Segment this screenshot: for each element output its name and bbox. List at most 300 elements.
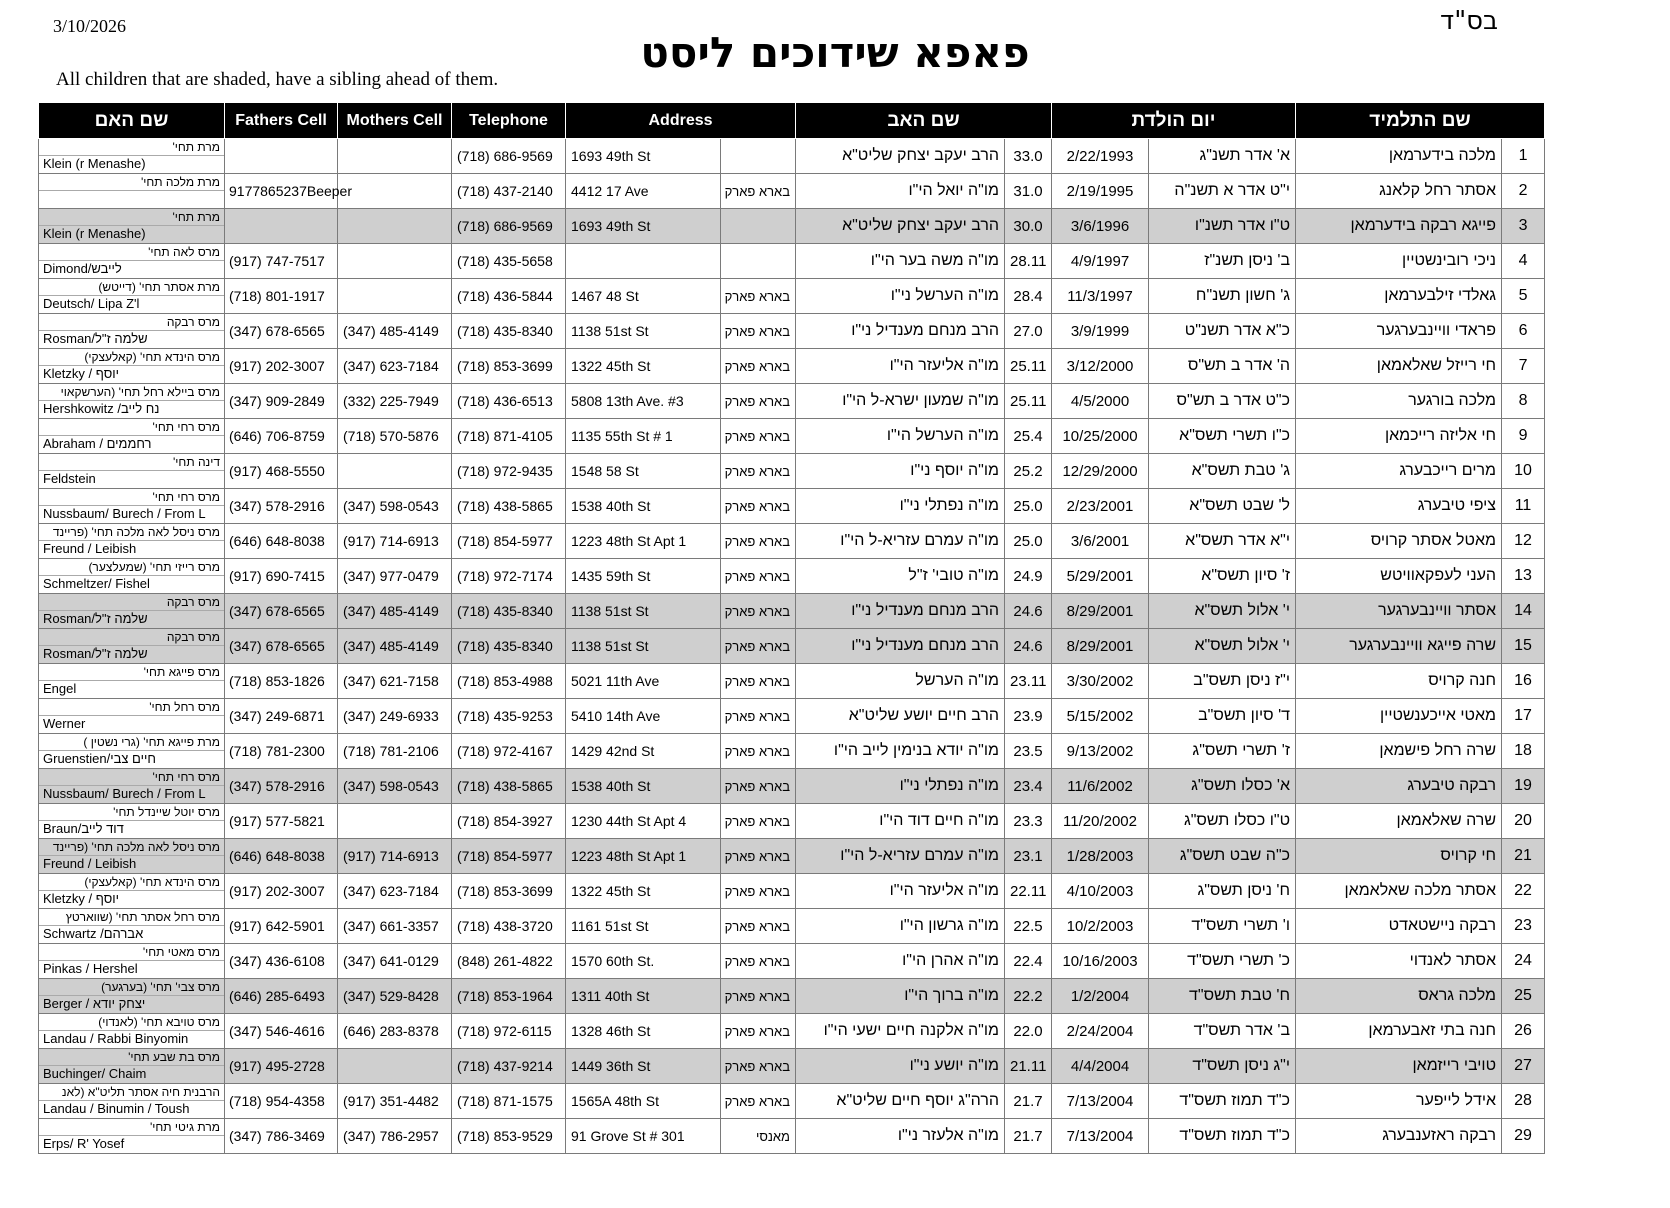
address-value: 1449 36th St — [566, 1049, 721, 1084]
neighborhood-value: בארא פארק — [721, 1014, 796, 1049]
mother-cell — [39, 454, 225, 489]
telephone-value: (718) 854-5977 — [452, 524, 566, 559]
row-number: 3 — [1502, 209, 1545, 244]
neighborhood-value: בארא פארק — [721, 874, 796, 909]
fathers-cell-value — [225, 139, 338, 174]
mother-family-name: Feldstein — [43, 471, 96, 486]
telephone-value: (848) 261-4822 — [452, 944, 566, 979]
birth-date-value: 4/10/2003 — [1052, 874, 1149, 909]
neighborhood-value: בארא פארק — [721, 454, 796, 489]
telephone-value: (718) 435-8340 — [452, 629, 566, 664]
birth-date-value: 2/19/1995 — [1052, 174, 1149, 209]
father-name-value: מו"ה נפתלי ני"ו — [796, 769, 1005, 804]
hebrew-birth-date-value: ב' אדר תשס"ד — [1149, 1014, 1296, 1049]
mother-hebrew-name: מרס רחל אסתר תחי' (שווארטץ — [39, 909, 224, 926]
birth-date-value: 2/24/2004 — [1052, 1014, 1149, 1049]
table-row — [39, 1014, 1545, 1049]
birth-date-value: 3/9/1999 — [1052, 314, 1149, 349]
birth-date-value: 11/3/1997 — [1052, 279, 1149, 314]
table-row — [39, 174, 1545, 209]
telephone-value: (718) 972-4167 — [452, 734, 566, 769]
birth-date-value: 10/16/2003 — [1052, 944, 1149, 979]
neighborhood-value: בארא פארק — [721, 384, 796, 419]
father-name-value: מו"ה יואל הי"ו — [796, 174, 1005, 209]
mother-cell — [39, 489, 225, 524]
mothers-cell-value: (347) 249-6933 — [338, 699, 452, 734]
hebrew-birth-date-value: י"ז ניסן תשס"ב — [1149, 664, 1296, 699]
neighborhood-value: בארא פארק — [721, 664, 796, 699]
hebrew-birth-date-value: כ' תשרי תשס"ד — [1149, 944, 1296, 979]
mother-family-name: Freund / Leibish — [43, 541, 137, 556]
address-value: 1223 48th St Apt 1 — [566, 839, 721, 874]
shidduchim-table — [38, 102, 1545, 1154]
row-number: 22 — [1502, 874, 1545, 909]
fathers-cell-value: (347) 546-4616 — [225, 1014, 338, 1049]
mother-cell — [39, 419, 225, 454]
mother-hebrew-name: מרס צבי' תחי' (בערגער) — [39, 979, 224, 996]
hebrew-birth-date-value: ב' ניסן תשנ"ז — [1149, 244, 1296, 279]
table-row — [39, 874, 1545, 909]
mother-family-name: Freund / Leibish — [43, 856, 137, 871]
birth-date-value: 9/13/2002 — [1052, 734, 1149, 769]
mothers-cell-value: (646) 283-8378 — [338, 1014, 452, 1049]
mother-hebrew-name: הרבנית חיה אסתר תליט"א (לאנ — [39, 1084, 224, 1101]
col-address: Address — [566, 103, 796, 139]
age-value: 25.11 — [1005, 384, 1052, 419]
mother-family-name: Klein (r Menashe) — [43, 226, 146, 241]
address-value: 1538 40th St — [566, 769, 721, 804]
student-name-value: אסתר מלכה שאלאמאן — [1296, 874, 1502, 909]
mother-cell — [39, 1049, 225, 1084]
table-row — [39, 559, 1545, 594]
mother-hebrew-name: מרס רחי תחי' — [39, 419, 224, 436]
hebrew-birth-date-value: ג' חשון תשנ"ח — [1149, 279, 1296, 314]
neighborhood-value: בארא פארק — [721, 314, 796, 349]
mothers-cell-value: (347) 485-4149 — [338, 314, 452, 349]
age-value: 25.11 — [1005, 349, 1052, 384]
hebrew-birth-date-value: ל' שבט תשס"א — [1149, 489, 1296, 524]
telephone-value: (718) 435-8340 — [452, 594, 566, 629]
mothers-cell-value — [338, 244, 452, 279]
father-name-value: מו"ה חיים דוד הי"ו — [796, 804, 1005, 839]
table-row — [39, 839, 1545, 874]
neighborhood-value — [721, 139, 796, 174]
table-row — [39, 314, 1545, 349]
address-value: 1570 60th St. — [566, 944, 721, 979]
telephone-value: (718) 437-9214 — [452, 1049, 566, 1084]
student-name-value: אידל לייפער — [1296, 1084, 1502, 1119]
row-number: 19 — [1502, 769, 1545, 804]
address-value: 1548 58 St — [566, 454, 721, 489]
telephone-value: (718) 854-5977 — [452, 839, 566, 874]
address-value: 1693 49th St — [566, 209, 721, 244]
fathers-cell-value: (917) 202-3007 — [225, 349, 338, 384]
mother-hebrew-name: דינה תחי' — [39, 454, 224, 471]
mother-family-name: Deutsch/ Lipa Z'l — [43, 296, 140, 311]
mother-family-name: Abraham / רחממים — [43, 436, 152, 451]
row-number: 6 — [1502, 314, 1545, 349]
address-value: 1429 42nd St — [566, 734, 721, 769]
birth-date-value: 7/13/2004 — [1052, 1084, 1149, 1119]
telephone-value: (718) 853-9529 — [452, 1119, 566, 1154]
mothers-cell-value: (347) 485-4149 — [338, 594, 452, 629]
mother-family-name: Braun/דוד לייב — [43, 821, 124, 836]
address-value: 1435 59th St — [566, 559, 721, 594]
row-number: 7 — [1502, 349, 1545, 384]
mother-family-name: Kletzky / יוסף — [43, 891, 120, 906]
mother-hebrew-name: מרס רחל תחי' — [39, 699, 224, 716]
mother-cell — [39, 629, 225, 664]
table-row — [39, 734, 1545, 769]
header-row — [39, 103, 1545, 139]
telephone-value: (718) 436-6513 — [452, 384, 566, 419]
fathers-cell-value: (718) 781-2300 — [225, 734, 338, 769]
address-value: 1538 40th St — [566, 489, 721, 524]
mothers-cell-value: (347) 641-0129 — [338, 944, 452, 979]
student-name-value: מרים רייכבערג — [1296, 454, 1502, 489]
fathers-cell-value: (917) 202-3007 — [225, 874, 338, 909]
neighborhood-value: בארא פארק — [721, 629, 796, 664]
age-value: 22.4 — [1005, 944, 1052, 979]
table-row — [39, 454, 1545, 489]
col-fathers-cell: Fathers Cell — [225, 103, 338, 139]
student-name-value: ציפי טיבערג — [1296, 489, 1502, 524]
father-name-value: מו"ה יודא בנימין לייב הי"ו — [796, 734, 1005, 769]
mothers-cell-value: (347) 598-0543 — [338, 489, 452, 524]
mother-cell — [39, 594, 225, 629]
mothers-cell-value: (347) 621-7158 — [338, 664, 452, 699]
table-row — [39, 209, 1545, 244]
mothers-cell-value: (347) 598-0543 — [338, 769, 452, 804]
address-value: 1161 51st St — [566, 909, 721, 944]
hebrew-birth-date-value: ט"ו אדר תשנ"ו — [1149, 209, 1296, 244]
mother-family-name: Werner — [43, 716, 86, 731]
father-name-value: מו"ה ברוך הי"ו — [796, 979, 1005, 1014]
student-name-value: ניכי רובינשטיין — [1296, 244, 1502, 279]
birth-date-value: 5/29/2001 — [1052, 559, 1149, 594]
neighborhood-value: בארא פארק — [721, 419, 796, 454]
age-value: 22.5 — [1005, 909, 1052, 944]
age-value: 25.2 — [1005, 454, 1052, 489]
mother-family-name: Hershkowitz /נח לייב — [43, 401, 160, 416]
telephone-value: (718) 853-3699 — [452, 349, 566, 384]
mother-hebrew-name: מרס רבקה — [39, 594, 224, 611]
table-row — [39, 629, 1545, 664]
fathers-cell-value: (347) 678-6565 — [225, 629, 338, 664]
mother-family-name: Erps/ R' Yosef — [43, 1136, 125, 1151]
mother-hebrew-name: מרס רייזי תחי' (שמעלצער) — [39, 559, 224, 576]
table-row — [39, 279, 1545, 314]
mother-hebrew-name: מרס מאטי תחי' — [39, 944, 224, 961]
mothers-cell-value: (347) 529-8428 — [338, 979, 452, 1014]
address-value: 1322 45th St — [566, 874, 721, 909]
neighborhood-value: בארא פארק — [721, 699, 796, 734]
mother-cell — [39, 349, 225, 384]
fathers-cell-value: (917) 495-2728 — [225, 1049, 338, 1084]
father-name-value: מו"ה אליעזר הי"ו — [796, 349, 1005, 384]
address-value: 1138 51st St — [566, 629, 721, 664]
father-name-value: מו"ה הערשל הי"ו — [796, 419, 1005, 454]
col-father-name: שם האב — [796, 103, 1052, 139]
hebrew-birth-date-value: כ"ה שבט תשס"ג — [1149, 839, 1296, 874]
mothers-cell-value: (347) 623-7184 — [338, 874, 452, 909]
birth-date-value: 4/5/2000 — [1052, 384, 1149, 419]
row-number: 8 — [1502, 384, 1545, 419]
row-number: 2 — [1502, 174, 1545, 209]
age-value: 27.0 — [1005, 314, 1052, 349]
mother-family-name: Schwartz /אברהם — [43, 926, 144, 941]
mother-cell — [39, 699, 225, 734]
hebrew-birth-date-value: ח' ניסן תשס"ג — [1149, 874, 1296, 909]
student-name-value: שרה רחל פישמאן — [1296, 734, 1502, 769]
neighborhood-value: בארא פארק — [721, 839, 796, 874]
father-name-value: הרב יעקב יצחק שליט"א — [796, 139, 1005, 174]
neighborhood-value: בארא פארק — [721, 804, 796, 839]
col-mother-name: שם האם — [39, 103, 225, 139]
table-row — [39, 139, 1545, 174]
telephone-value: (718) 435-5658 — [452, 244, 566, 279]
mother-cell — [39, 1119, 225, 1154]
age-value: 22.2 — [1005, 979, 1052, 1014]
age-value: 23.9 — [1005, 699, 1052, 734]
mother-hebrew-name: מרס הינדא תחי' (קאלעצקי) — [39, 349, 224, 366]
mothers-cell-value: (917) 714-6913 — [338, 524, 452, 559]
student-name-value: טויבי רייזמאן — [1296, 1049, 1502, 1084]
mother-cell — [39, 139, 225, 174]
student-name-value: פייגא רבקה בידערמאן — [1296, 209, 1502, 244]
student-name-value: חי רייזל שאלאמאן — [1296, 349, 1502, 384]
row-number: 29 — [1502, 1119, 1545, 1154]
neighborhood-value: בארא פארק — [721, 489, 796, 524]
father-name-value: מו"ה שמעון ישרא-ל הי"ו — [796, 384, 1005, 419]
birth-date-value: 11/6/2002 — [1052, 769, 1149, 804]
father-name-value: מו"ה יושע ני"ו — [796, 1049, 1005, 1084]
fathers-cell-value — [225, 209, 338, 244]
hebrew-birth-date-value: א' כסלו תשס"ג — [1149, 769, 1296, 804]
row-number: 9 — [1502, 419, 1545, 454]
hebrew-birth-date-value: י"א אדר תשס"א — [1149, 524, 1296, 559]
mother-cell — [39, 979, 225, 1014]
table-row — [39, 1049, 1545, 1084]
row-number: 1 — [1502, 139, 1545, 174]
mothers-cell-value: (917) 351-4482 — [338, 1084, 452, 1119]
fathers-cell-value: (347) 678-6565 — [225, 594, 338, 629]
col-mothers-cell: Mothers Cell — [338, 103, 452, 139]
hebrew-birth-date-value: כ"ט אדר ב תש"ס — [1149, 384, 1296, 419]
birth-date-value: 10/2/2003 — [1052, 909, 1149, 944]
address-value: 1693 49th St — [566, 139, 721, 174]
hebrew-birth-date-value: ז' תשרי תשס"ג — [1149, 734, 1296, 769]
table-row — [39, 524, 1545, 559]
student-name-value: אסתר וויינבערגער — [1296, 594, 1502, 629]
mother-hebrew-name: מרת אסתר תחי' (דייטש) — [39, 279, 224, 296]
birth-date-value: 3/30/2002 — [1052, 664, 1149, 699]
fathers-cell-value: (347) 249-6871 — [225, 699, 338, 734]
hebrew-birth-date-value: ה' אדר ב תש"ס — [1149, 349, 1296, 384]
row-number: 17 — [1502, 699, 1545, 734]
age-value: 30.0 — [1005, 209, 1052, 244]
father-name-value: מו"ה אלקנה חיים ישעי הי"ו — [796, 1014, 1005, 1049]
telephone-value: (718) 853-1964 — [452, 979, 566, 1014]
mother-family-name: Berger / יצחק יודא — [43, 996, 146, 1011]
print-date: 3/10/2026 — [53, 16, 127, 36]
father-name-value: הרב מנחם מענדיל ני"ו — [796, 629, 1005, 664]
father-name-value: מו"ה יוסף ני"ו — [796, 454, 1005, 489]
mother-hebrew-name: מרס ניסל לאה מלכה תחי' (פריינד — [39, 524, 224, 541]
row-number: 21 — [1502, 839, 1545, 874]
hebrew-birth-date-value: י' אלול תשס"א — [1149, 629, 1296, 664]
age-value: 24.6 — [1005, 594, 1052, 629]
fathers-cell-value: (917) 468-5550 — [225, 454, 338, 489]
mother-cell — [39, 209, 225, 244]
row-number: 5 — [1502, 279, 1545, 314]
age-value: 21.11 — [1005, 1049, 1052, 1084]
mother-family-name: Pinkas / Hershel — [43, 961, 138, 976]
hebrew-birth-date-value: ג' טבת תשס"א — [1149, 454, 1296, 489]
address-value: 1138 51st St — [566, 594, 721, 629]
address-value: 1565A 48th St — [566, 1084, 721, 1119]
mother-cell — [39, 874, 225, 909]
father-name-value: מו"ה אליעזר הי"ו — [796, 874, 1005, 909]
address-value: 91 Grove St # 301 — [566, 1119, 721, 1154]
age-value: 28.11 — [1005, 244, 1052, 279]
mother-hebrew-name: מרס הינדא תחי' (קאלעצקי) — [39, 874, 224, 891]
age-value: 31.0 — [1005, 174, 1052, 209]
table-row — [39, 664, 1545, 699]
age-value: 25.0 — [1005, 524, 1052, 559]
neighborhood-value: מאנסי — [721, 1119, 796, 1154]
father-name-value: מו"ה עמרם עזריא-ל הי"ו — [796, 524, 1005, 559]
mother-hebrew-name: מרת תחי' — [39, 209, 224, 226]
table-row — [39, 244, 1545, 279]
table-row — [39, 1084, 1545, 1119]
student-name-value: שרה שאלאמאן — [1296, 804, 1502, 839]
row-number: 28 — [1502, 1084, 1545, 1119]
hebrew-birth-date-value: י"ט אדר א תשנ"ה — [1149, 174, 1296, 209]
mother-cell — [39, 244, 225, 279]
col-student-name: שם התלמיד — [1296, 103, 1545, 139]
mother-cell — [39, 524, 225, 559]
mothers-cell-value: (347) 977-0479 — [338, 559, 452, 594]
birth-date-value: 8/29/2001 — [1052, 594, 1149, 629]
hebrew-birth-date-value: ז' סיון תשס"א — [1149, 559, 1296, 594]
neighborhood-value: בארא פארק — [721, 1084, 796, 1119]
row-number: 18 — [1502, 734, 1545, 769]
mother-cell — [39, 664, 225, 699]
fathers-cell-value: (646) 285-6493 — [225, 979, 338, 1014]
mother-cell — [39, 314, 225, 349]
address-value: 5021 11th Ave — [566, 664, 721, 699]
table-row — [39, 489, 1545, 524]
fathers-cell-value: (718) 801-1917 — [225, 279, 338, 314]
fathers-cell-value: (347) 909-2849 — [225, 384, 338, 419]
father-name-value: מו"ה אלעזר ני"ו — [796, 1119, 1005, 1154]
row-number: 13 — [1502, 559, 1545, 594]
table-row — [39, 944, 1545, 979]
telephone-value: (718) 972-7174 — [452, 559, 566, 594]
hebrew-birth-date-value: ו' תשרי תשס"ד — [1149, 909, 1296, 944]
mother-family-name: Buchinger/ Chaim — [43, 1066, 147, 1081]
neighborhood-value: בארא פארק — [721, 944, 796, 979]
telephone-value: (718) 686-9569 — [452, 139, 566, 174]
row-number: 26 — [1502, 1014, 1545, 1049]
mother-family-name: Nussbaum/ Burech / From L — [43, 786, 206, 801]
bsd-header: בס"ד — [1440, 6, 1499, 36]
father-name-value: הרב חיים יושע שליט"א — [796, 699, 1005, 734]
birth-date-value: 3/12/2000 — [1052, 349, 1149, 384]
student-name-value: רבקה טיבערג — [1296, 769, 1502, 804]
fathers-cell-value: (347) 436-6108 — [225, 944, 338, 979]
mother-cell — [39, 734, 225, 769]
mothers-cell-value: (917) 714-6913 — [338, 839, 452, 874]
mother-family-name: Engel — [43, 681, 77, 696]
fathers-cell-value: (917) 577-5821 — [225, 804, 338, 839]
address-value: 4412 17 Ave — [566, 174, 721, 209]
hebrew-birth-date-value: ט"ו כסלו תשס"ג — [1149, 804, 1296, 839]
mother-cell — [39, 909, 225, 944]
student-name-value: מאטי אייכענשטיין — [1296, 699, 1502, 734]
age-value: 24.9 — [1005, 559, 1052, 594]
col-telephone: Telephone — [452, 103, 566, 139]
age-value: 23.4 — [1005, 769, 1052, 804]
telephone-value: (718) 686-9569 — [452, 209, 566, 244]
row-number: 4 — [1502, 244, 1545, 279]
student-name-value: אסתר רחל קלאנג — [1296, 174, 1502, 209]
fathers-cell-value: (917) 747-7517 — [225, 244, 338, 279]
birth-date-value: 3/6/1996 — [1052, 209, 1149, 244]
mothers-cell-value — [338, 1049, 452, 1084]
address-value: 1328 46th St — [566, 1014, 721, 1049]
student-name-value: גאלדי זילבערמאן — [1296, 279, 1502, 314]
student-name-value: מלכה בורגער — [1296, 384, 1502, 419]
age-value: 21.7 — [1005, 1084, 1052, 1119]
birth-date-value: 2/22/1993 — [1052, 139, 1149, 174]
fathers-cell-value: (646) 706-8759 — [225, 419, 338, 454]
mother-hebrew-name: מרס ניסל לאה מלכה תחי' (פריינד — [39, 839, 224, 856]
mother-family-name: Rosman/שלמה ז"ל — [43, 611, 148, 626]
mother-hebrew-name: מרת תחי' — [39, 139, 224, 156]
table-row — [39, 384, 1545, 419]
hebrew-birth-date-value: כ"א אדר תשנ"ט — [1149, 314, 1296, 349]
mother-hebrew-name: מרס רבקה — [39, 314, 224, 331]
mother-hebrew-name: מרס יוטל שיינדל תחי' — [39, 804, 224, 821]
fathers-cell-value: (917) 690-7415 — [225, 559, 338, 594]
fathers-cell-value: (718) 853-1826 — [225, 664, 338, 699]
mothers-cell-value — [338, 209, 452, 244]
father-name-value: הרב יעקב יצחק שליט"א — [796, 209, 1005, 244]
age-value: 25.4 — [1005, 419, 1052, 454]
birth-date-value: 12/29/2000 — [1052, 454, 1149, 489]
telephone-value: (718) 437-2140 — [452, 174, 566, 209]
student-name-value: אסתר לאנדוי — [1296, 944, 1502, 979]
hebrew-birth-date-value: כ"ד תמוז תשס"ד — [1149, 1084, 1296, 1119]
table-row — [39, 979, 1545, 1014]
mothers-cell-value — [338, 139, 452, 174]
row-number: 12 — [1502, 524, 1545, 559]
father-name-value: מו"ה הערשל — [796, 664, 1005, 699]
mother-family-name: Rosman/שלמה ז"ל — [43, 331, 148, 346]
mothers-cell-value: (347) 786-2957 — [338, 1119, 452, 1154]
father-name-value: מו"ה אהרן הי"ו — [796, 944, 1005, 979]
hebrew-birth-date-value: ד' סיון תשס"ב — [1149, 699, 1296, 734]
mother-hebrew-name: מרס פייגא תחי' — [39, 664, 224, 681]
birth-date-value: 5/15/2002 — [1052, 699, 1149, 734]
neighborhood-value: בארא פארק — [721, 279, 796, 314]
mothers-cell-value: (347) 623-7184 — [338, 349, 452, 384]
father-name-value: הרב מנחם מענדיל ני"ו — [796, 314, 1005, 349]
mothers-cell-value — [338, 279, 452, 314]
neighborhood-value: בארא פארק — [721, 909, 796, 944]
